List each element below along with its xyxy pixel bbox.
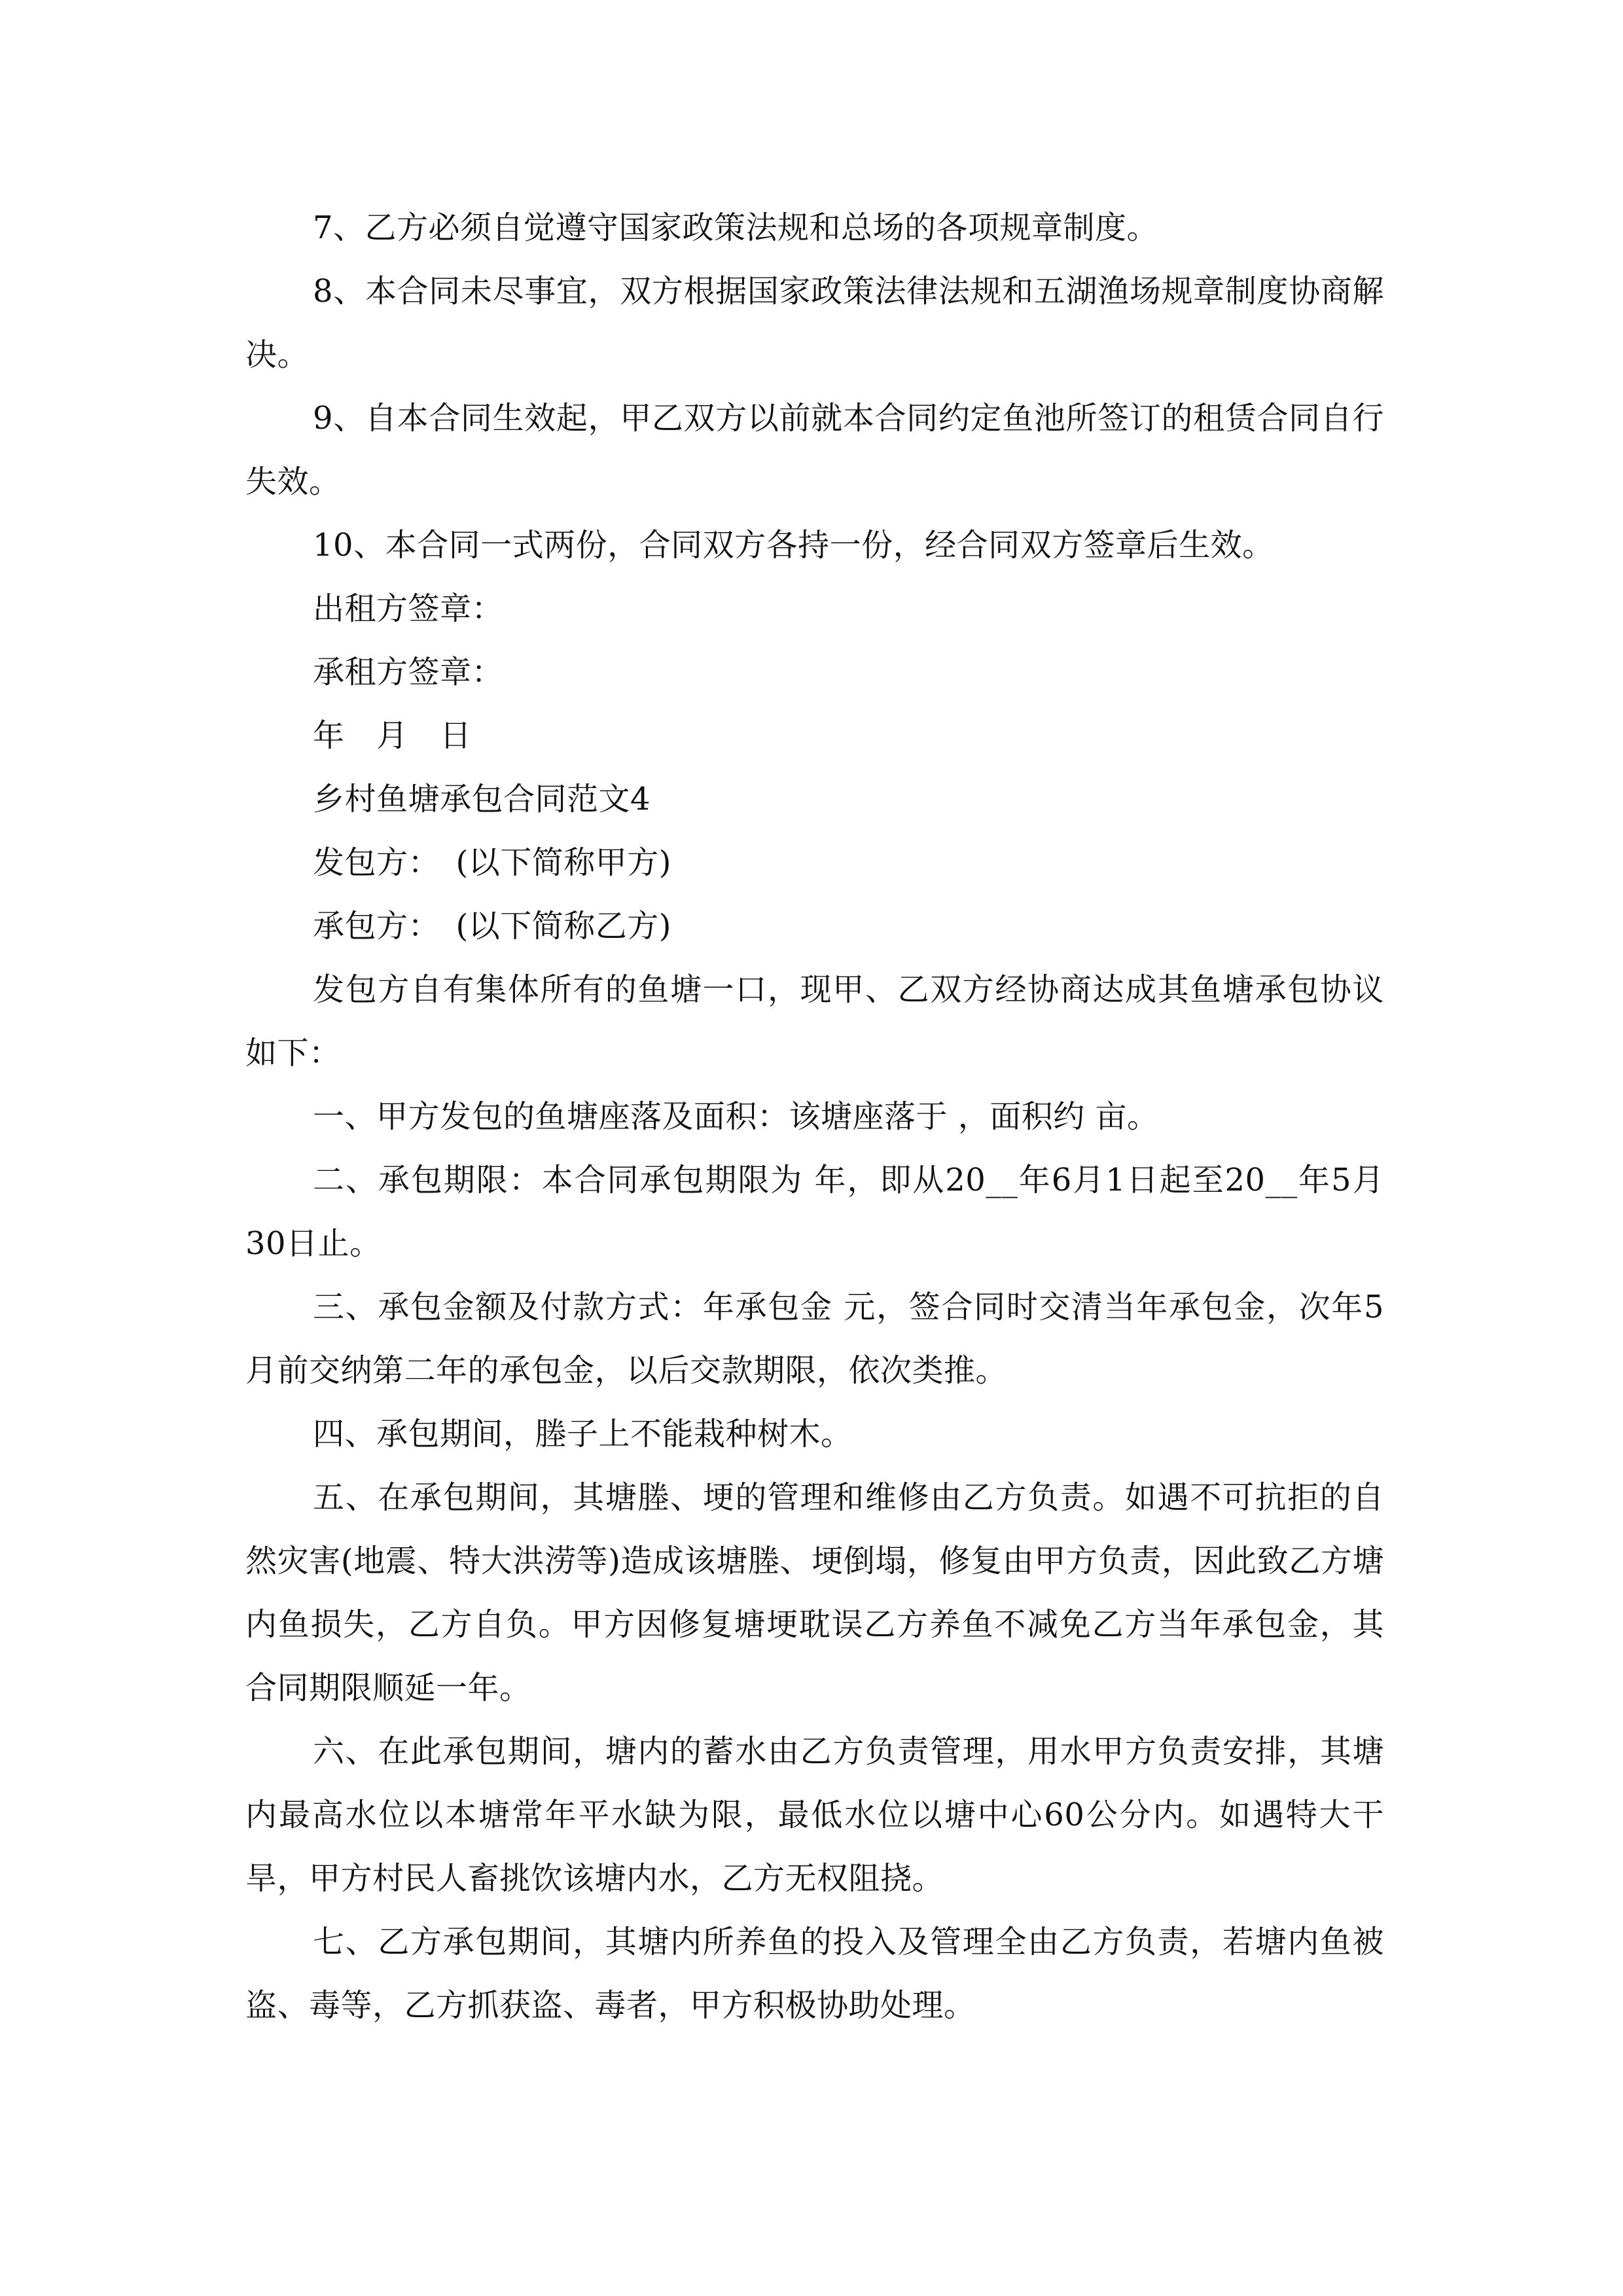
paragraph-clause-7: 7、乙方必须自觉遵守国家政策法规和总场的各项规章制度。 [313, 209, 1159, 246]
paragraph-clause-9: 9、自本合同生效起，甲乙双方以前就本合同约定鱼池所签订的租赁合同自行失效。 [245, 400, 1384, 500]
party-a-line: 发包方： (以下简称甲方) [313, 844, 671, 881]
section-title: 乡村鱼塘承包合同范文4 [313, 781, 651, 817]
date-line: 年 月 日 [313, 717, 472, 754]
lessee-signature-line: 承租方签章： [313, 654, 504, 691]
document-body [245, 196, 1384, 2037]
article-2: 二、承包期限：本合同承包期限为 年，即从20__年6月1日起至20__年5月30日止。 [245, 1162, 1384, 1262]
article-5: 五、在承包期间，其塘塍、埂的管理和维修由乙方负责。如遇不可抗拒的自然灾害(地震、特大洪涝等)造成该塘塍、埂倒塌，修复由甲方负责，因此致乙方塘内鱼损失，乙方自负。甲方因修复塘埂耽误乙方养鱼不减免乙方当年承包金，其合同期限顺延一年。 [245, 1479, 1384, 1706]
article-6: 六、在此承包期间，塘内的蓄水由乙方负责管理，用水甲方负责安排，其塘内最高水位以本塘常年平水缺为限，最低水位以塘中心60公分内。如遇特大干旱，甲方村民人畜挑饮该塘内水，乙方无权阻挠。 [245, 1733, 1384, 1897]
article-1: 一、甲方发包的鱼塘座落及面积：该塘座落于 ，面积约 亩。 [313, 1098, 1159, 1135]
preamble-paragraph: 发包方自有集体所有的鱼塘一口，现甲、乙双方经协商达成其鱼塘承包协议如下： [245, 971, 1384, 1071]
article-3: 三、承包金额及付款方式：年承包金 元，签合同时交清当年承包金，次年5月前交纳第二年的承包金，以后交款期限，依次类推。 [245, 1289, 1384, 1389]
article-4: 四、承包期间，塍子上不能栽种树木。 [313, 1416, 853, 1452]
paragraph-clause-10: 10、本合同一式两份，合同双方各持一份，经合同双方签章后生效。 [313, 527, 1274, 564]
paragraph-clause-8: 8、本合同未尽事宜，双方根据国家政策法律法规和五湖渔场规章制度协商解决。 [245, 273, 1384, 373]
article-7: 七、乙方承包期间，其塘内所养鱼的投入及管理全由乙方负责，若塘内鱼被盗、毒等，乙方抓获盗、毒者，甲方积极协助处理。 [245, 1924, 1384, 2024]
lessor-signature-line: 出租方签章： [313, 590, 504, 627]
party-b-line: 承包方： (以下简称乙方) [313, 908, 671, 944]
